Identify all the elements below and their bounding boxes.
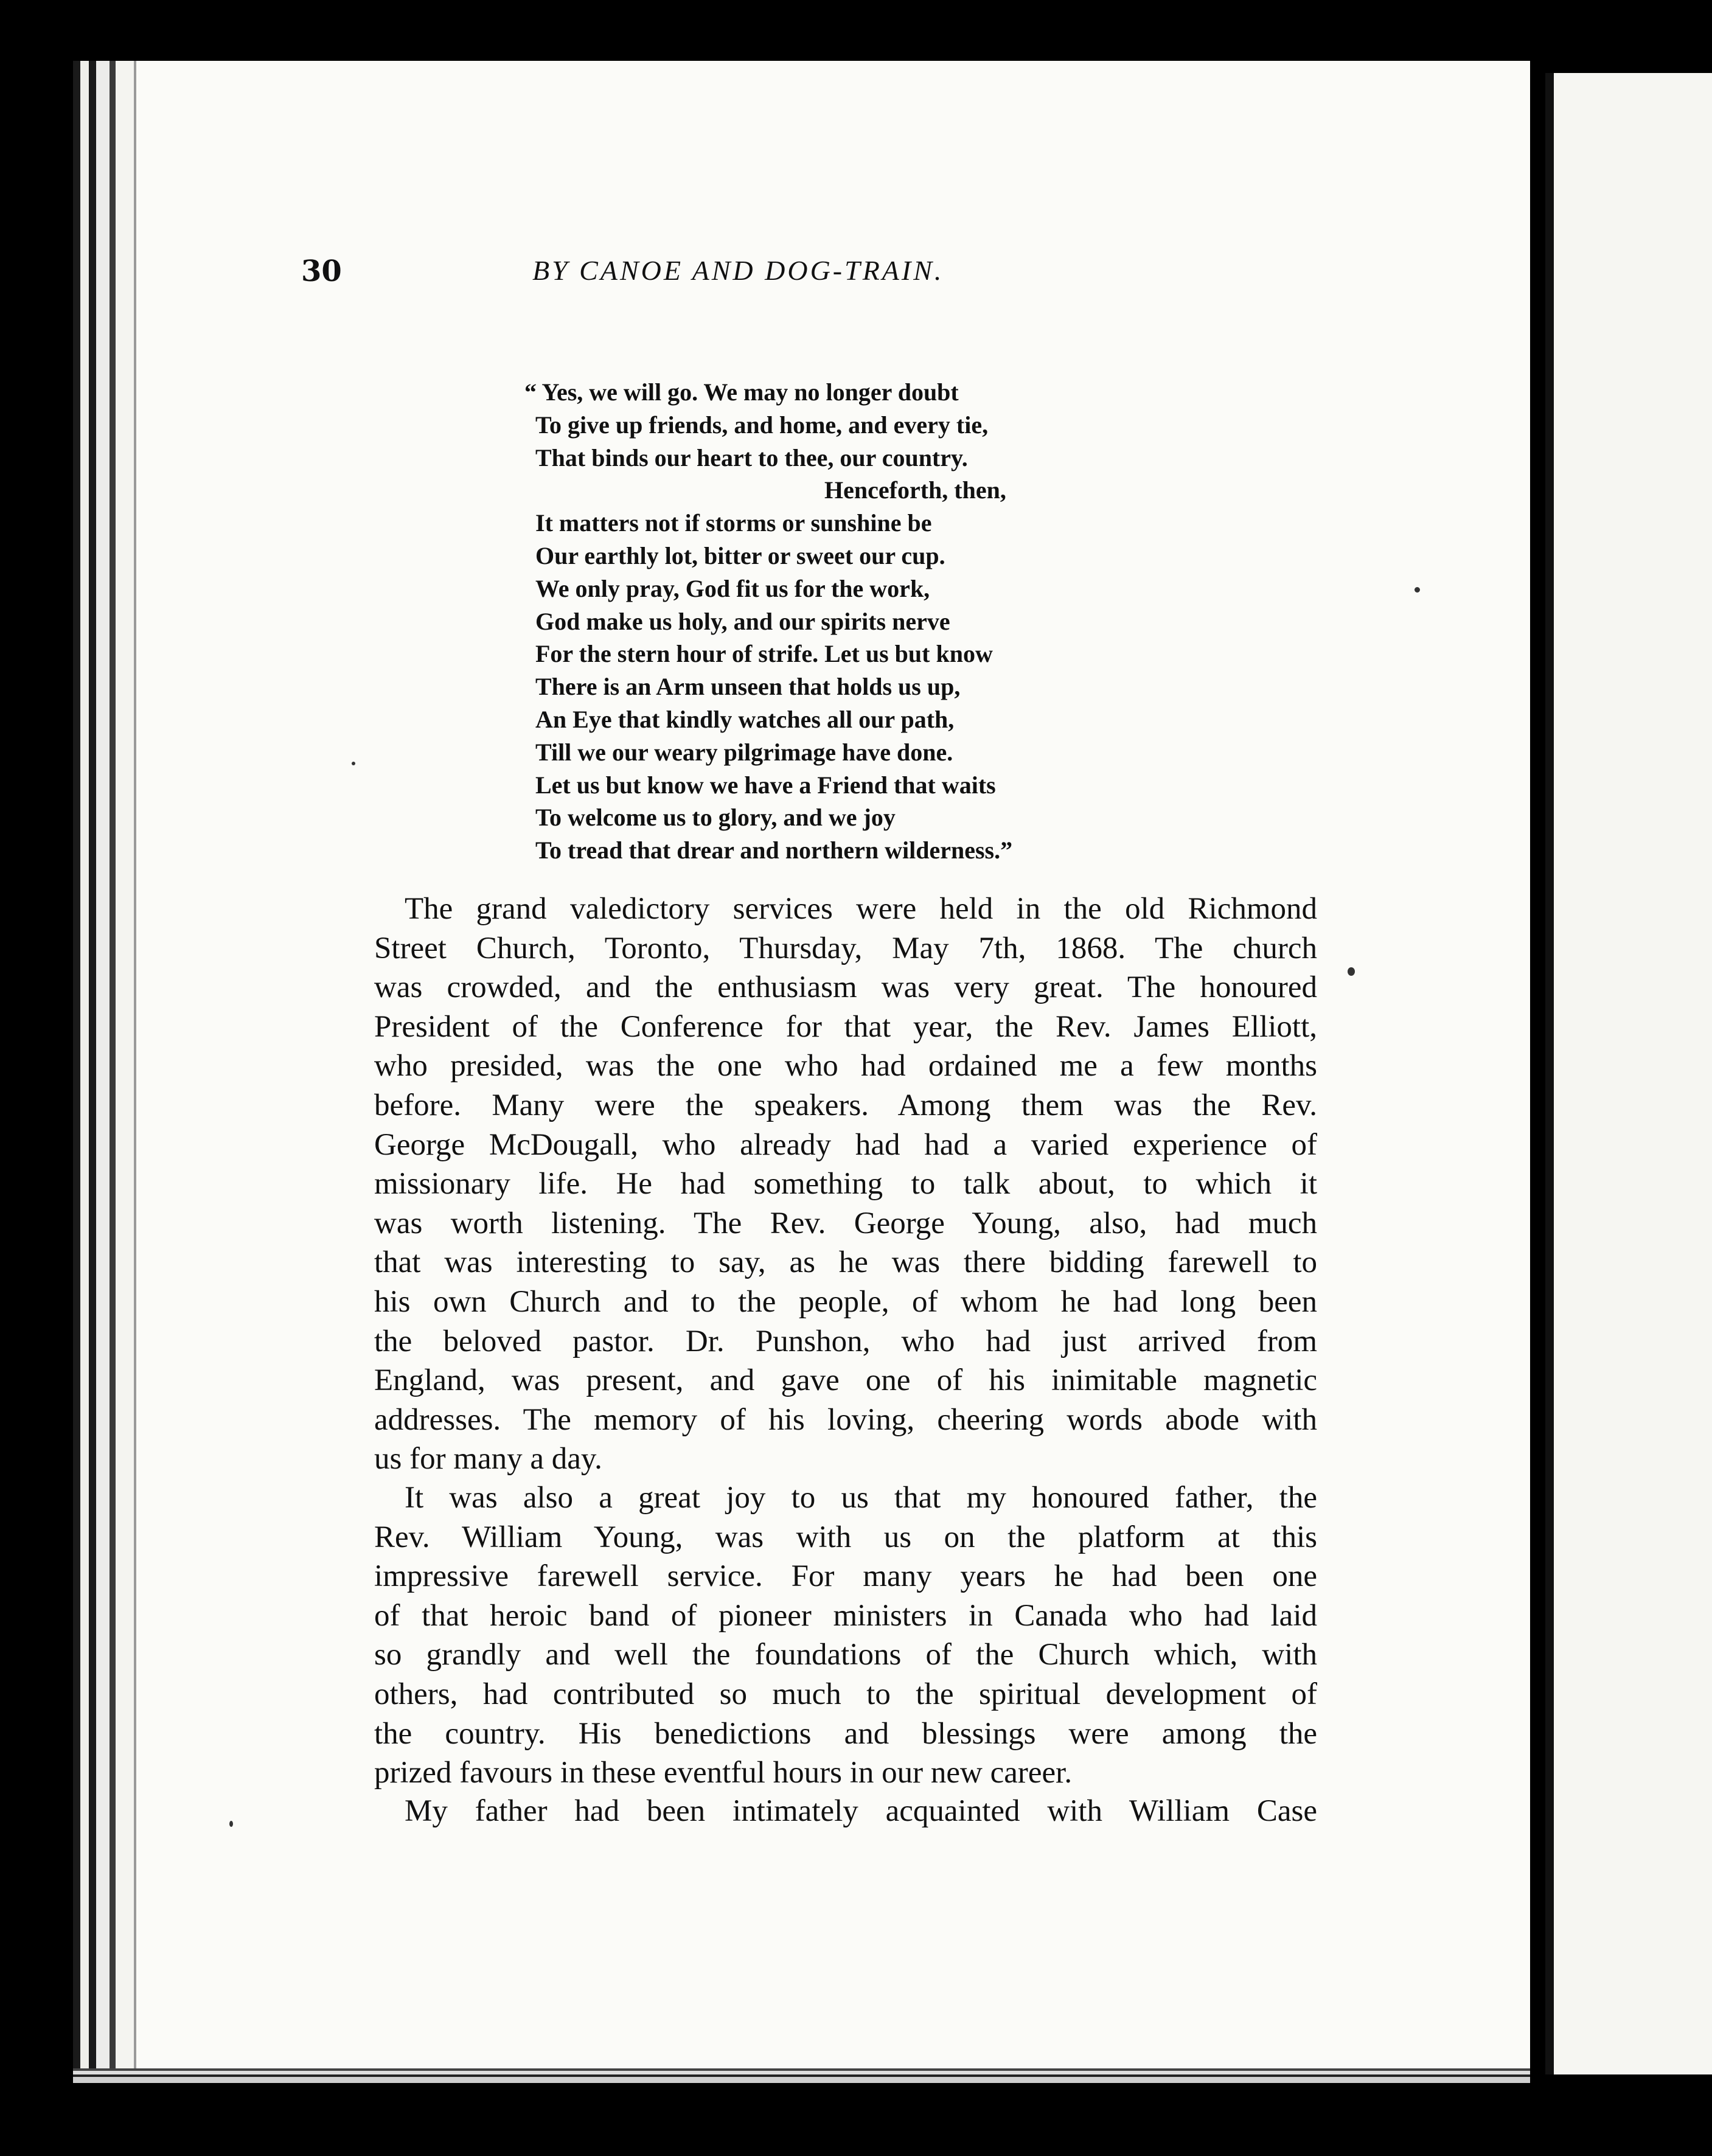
paragraph-line: the beloved pastor. Dr. Punshon, who had just arrived from bbox=[374, 1324, 1317, 1358]
paragraph-line: his own Church and to the people, of whom he had long been bbox=[374, 1284, 1317, 1319]
paragraph-valedictory bbox=[374, 889, 1317, 1479]
paragraph-line: addresses. The memory of his loving, cheering words abode with bbox=[374, 1402, 1317, 1437]
scan-speck bbox=[352, 762, 355, 765]
poem-line: There is an Arm unseen that holds us up, bbox=[535, 673, 961, 701]
paragraph-line: My father had been intimately acquainted with William Case bbox=[405, 1794, 1317, 1828]
paragraph-line: England, was present, and gave one of his inimitable magnetic bbox=[374, 1363, 1317, 1398]
paragraph-line: Rev. William Young, was with us on the platform at this bbox=[374, 1520, 1317, 1554]
paragraph-line: us for many a day. bbox=[374, 1442, 602, 1476]
paragraph-line: so grandly and well the foundations of the Church which, with bbox=[374, 1638, 1317, 1672]
poem-line: “ Yes, we will go. We may no longer doubt bbox=[524, 378, 959, 406]
paragraph-line: before. Many were the speakers. Among them was the Rev. bbox=[374, 1088, 1317, 1122]
paragraph-line: The grand valedictory services were held in the old Richmond bbox=[405, 892, 1317, 926]
poem-line: Let us but know we have a Friend that waits bbox=[535, 771, 996, 799]
book-spine-edge bbox=[73, 61, 152, 2068]
paragraph-line: who presided, was the one who had ordained me a few months bbox=[374, 1049, 1317, 1083]
poem-line: To give up friends, and home, and every tie, bbox=[535, 411, 989, 439]
paragraph-line: George McDougall, who already had had a varied experience of bbox=[374, 1127, 1317, 1162]
paragraph-line: impressive farewell service. For many years he had been one bbox=[374, 1559, 1317, 1594]
poem-line: Henceforth, then, bbox=[824, 476, 1006, 504]
paragraph-line: President of the Conference for that year, the Rev. James Elliott, bbox=[374, 1009, 1317, 1044]
paragraph-line: of that heroic band of pioneer ministers in Canada who had laid bbox=[374, 1598, 1317, 1633]
paragraph-line: missionary life. He had something to talk about, to which it bbox=[374, 1167, 1317, 1201]
running-head: BY CANOE AND DOG-TRAIN. bbox=[532, 255, 944, 286]
poem-quotation bbox=[524, 376, 1223, 867]
paragraph-line: others, had contributed so much to the spiritual development of bbox=[374, 1677, 1317, 1711]
poem-line: God make us holy, and our spirits nerve bbox=[535, 607, 950, 635]
poem-line: To welcome us to glory, and we joy bbox=[535, 804, 896, 832]
poem-line: An Eye that kindly watches all our path, bbox=[535, 705, 955, 733]
poem-line: That binds our heart to thee, our country. bbox=[535, 443, 968, 471]
adjacent-page-edge bbox=[1545, 73, 1712, 2074]
poem-line: Till we our weary pilgrimage have done. bbox=[535, 738, 953, 766]
scan-speck bbox=[1348, 967, 1355, 976]
page-header bbox=[301, 254, 1159, 303]
paragraph-line: that was interesting to say, as he was there bidding farewell to bbox=[374, 1245, 1317, 1280]
paragraph-line: was crowded, and the enthusiasm was very great. The honoured bbox=[374, 970, 1317, 1005]
poem-line: For the stern hour of strife. Let us but know bbox=[535, 640, 993, 668]
paragraph-line: was worth listening. The Rev. George Young, also, had much bbox=[374, 1206, 1317, 1240]
page-number: 30 bbox=[301, 254, 342, 288]
poem-line: It matters not if storms or sunshine be bbox=[535, 509, 932, 537]
paragraph-line: It was also a great joy to us that my honoured father, the bbox=[405, 1481, 1317, 1515]
paragraph-william-case bbox=[374, 1792, 1317, 1831]
scan-speck bbox=[229, 1821, 233, 1827]
scan-speck bbox=[1414, 587, 1420, 593]
paragraph-line: the country. His benedictions and blessings were among the bbox=[374, 1716, 1317, 1751]
paragraph-line: prized favours in these eventful hours in our new career. bbox=[374, 1756, 1073, 1790]
poem-line: To tread that drear and northern wilderness.” bbox=[535, 836, 1013, 864]
poem-line: Our earthly lot, bitter or sweet our cup. bbox=[535, 541, 945, 569]
paragraph-line: Street Church, Toronto, Thursday, May 7th, 1868. The church bbox=[374, 931, 1317, 965]
paragraph-father bbox=[374, 1478, 1317, 1793]
poem-line: We only pray, God fit us for the work, bbox=[535, 574, 930, 602]
page-bottom-edge bbox=[73, 2068, 1530, 2083]
